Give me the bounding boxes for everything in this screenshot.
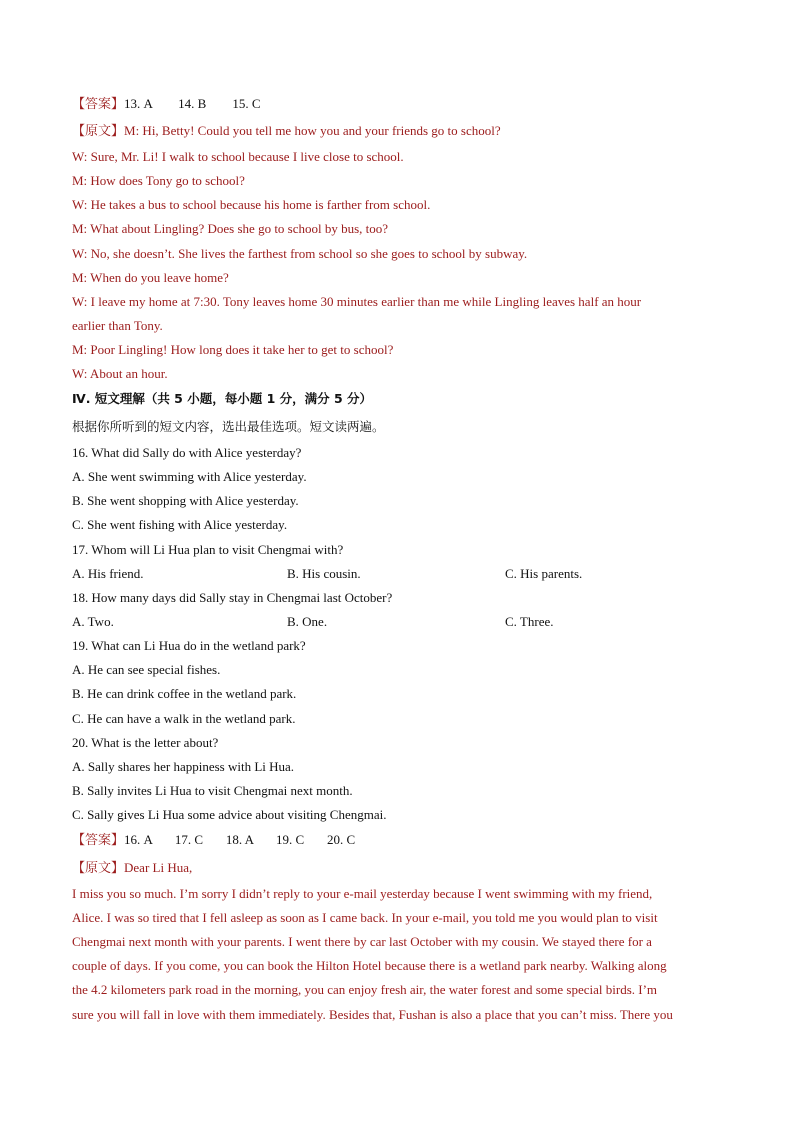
dialogue-line: M: What about Lingling? Does she go to school by bus, too? — [72, 221, 389, 236]
option-19a: A. He can see special fishes. — [72, 662, 221, 677]
options-row-17 — [72, 566, 724, 582]
option-16c: C. She went fishing with Alice yesterday. — [72, 517, 288, 532]
option-17c: C. His parents. — [505, 566, 583, 581]
option-19c: C. He can have a walk in the wetland park. — [72, 711, 296, 726]
dialogue-line: M: Poor Lingling! How long does it take her to get to school? — [72, 342, 394, 357]
question-16: 16. What did Sally do with Alice yesterday? — [72, 445, 302, 460]
option-18a: A. Two. — [72, 614, 114, 629]
transcript-line — [72, 123, 724, 139]
passage-line: the 4.2 kilometers park road in the morning, you can enjoy fresh air, the water forest and some special birds. I’m — [72, 982, 658, 997]
question-17: 17. Whom will Li Hua plan to visit Chengmai with? — [72, 542, 344, 557]
section-instruction: 根据你所听到的短文内容，选出最佳选项。短文读两遍。 — [72, 419, 385, 434]
option-19b: B. He can drink coffee in the wetland park. — [72, 686, 297, 701]
option-20a: A. Sally shares her happiness with Li Hua. — [72, 759, 295, 774]
answers-13-15: 13. A 14. B 15. C — [124, 96, 261, 111]
dialogue-line: earlier than Tony. — [72, 318, 163, 333]
transcript-tag: 【原文】 — [72, 860, 125, 875]
answer-line-16-20 — [72, 832, 724, 848]
dialogue-line: W: I leave my home at 7:30. Tony leaves home 30 minutes earlier than me while Lingling leaves half an hour — [72, 294, 642, 309]
answers-16-20: 16. A 17. C 18. A 19. C 20. C — [124, 832, 356, 847]
dialogue-line: M: Hi, Betty! Could you tell me how you and your friends go to school? — [124, 123, 501, 138]
dialogue-line: M: When do you leave home? — [72, 270, 229, 285]
answer-tag: 【答案】 — [72, 832, 125, 847]
option-20b: B. Sally invites Li Hua to visit Chengmai next month. — [72, 783, 353, 798]
options-row-18 — [72, 614, 724, 630]
dialogue-line: W: He takes a bus to school because his home is farther from school. — [72, 197, 431, 212]
passage-line: sure you will fall in love with them immediately. Besides that, Fushan is also a place that you can’t miss. There you — [72, 1007, 673, 1022]
option-18b: B. One. — [287, 614, 328, 629]
transcript-tag: 【原文】 — [72, 123, 125, 138]
option-18c: C. Three. — [505, 614, 554, 629]
option-16a: A. She went swimming with Alice yesterday. — [72, 469, 307, 484]
dialogue-line: W: No, she doesn’t. She lives the farthest from school so she goes to school by subway. — [72, 246, 528, 261]
transcript-line — [72, 860, 724, 876]
question-19: 19. What can Li Hua do in the wetland park? — [72, 638, 306, 653]
passage-line: couple of days. If you come, you can book the Hilton Hotel because there is a wetland park nearby. Walking along — [72, 958, 667, 973]
answer-tag: 【答案】 — [72, 96, 125, 111]
dialogue-line: W: About an hour. — [72, 366, 168, 381]
question-20: 20. What is the letter about? — [72, 735, 219, 750]
letter-greeting: Dear Li Hua, — [124, 860, 193, 875]
answer-line-13-15 — [72, 96, 724, 112]
option-17b: B. His cousin. — [287, 566, 361, 581]
option-16b: B. She went shopping with Alice yesterday. — [72, 493, 299, 508]
passage-line: Alice. I was so tired that I fell asleep as soon as I came back. In your e-mail, you told me you would plan to visit — [72, 910, 658, 925]
dialogue-line: M: How does Tony go to school? — [72, 173, 245, 188]
option-20c: C. Sally gives Li Hua some advice about visiting Chengmai. — [72, 807, 387, 822]
option-17a: A. His friend. — [72, 566, 144, 581]
passage-line: Chengmai next month with your parents. I went there by car last October with my cousin. We stayed there for a — [72, 934, 652, 949]
section-heading: Ⅳ. 短文理解（共 5 小题，每小题 1 分，满分 5 分） — [72, 391, 373, 406]
dialogue-line: W: Sure, Mr. Li! I walk to school because I live close to school. — [72, 149, 404, 164]
passage-line: I miss you so much. I’m sorry I didn’t reply to your e-mail yesterday because I went swimming with my friend, — [72, 886, 653, 901]
question-18: 18. How many days did Sally stay in Chengmai last October? — [72, 590, 393, 605]
